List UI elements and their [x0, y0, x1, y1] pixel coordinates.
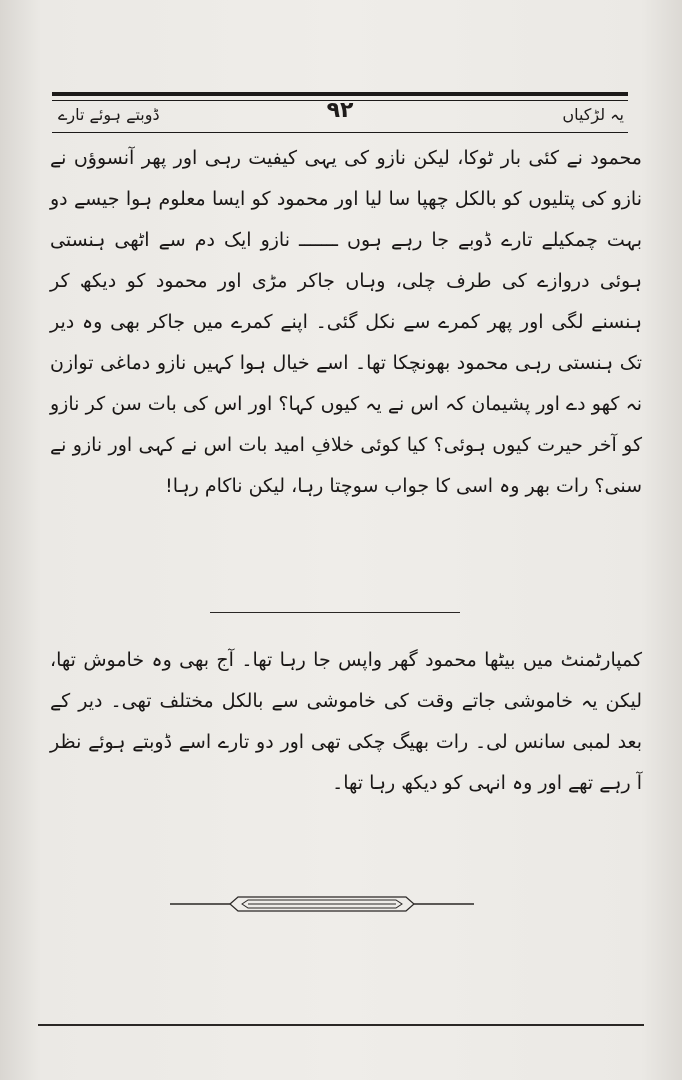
footer-rule: [38, 1024, 644, 1026]
section-divider: [210, 612, 460, 613]
running-header: [52, 98, 628, 128]
book-title: یہ لڑکیاں: [562, 105, 624, 124]
page-number: ۹۲: [326, 98, 354, 123]
header-rule-thick: [52, 92, 628, 96]
paragraph-2: کمپارٹمنٹ میں بیٹھا محمود گھر واپس جا رہا تھا۔ آج بھی وہ خاموش تھا، لیکن یہ خاموشی جاتے وقت کی خاموشی سے بالکل مختلف تھی۔ دیر کے بعد لمبی سانس لی۔ رات بھیگ چکی تھی اور دو تارے اسے ڈوبتے ہوئے نظر آ رہے تھے اور وہ انہی کو دیکھ رہا تھا۔: [50, 649, 642, 794]
chapter-title: ڈوبتے ہوئے تارے: [58, 105, 160, 124]
header-rule-bottom: [52, 132, 628, 133]
paragraph-1: محمود نے کئی بار ٹوکا، لیکن نازو کی یہی کیفیت رہی اور پھر آنسوؤں نے نازو کی پتلیوں کو بالکل چھپا سا لیا اور محمود کو ایسا معلوم ہوا جیسے دو بہت چمکیلے تارے ڈوبے جا رہے ہوں ـــــــ نازو ایک دم سے اٹھی ہنستی ہوئی دروازے کی طرف چلی، وہاں جاکر مڑی اور محمود کو دیکھ کر ہنسنے لگی اور پھر کمرے سے نکل گئی۔ اپنے کمرے میں جاکر بھی وہ دیر تک ہنستی رہی محمود بھونچکا تھا۔ اسے خیال ہوا کہیں نازو دماغی توازن نہ کھو دے اور پشیمان کہ اس نے یہ کیوں کہا؟ اور اس کی بات سن کر نازو کو آخر حیرت کیوں ہوئی؟ کیا کوئی خلافِ امید بات اس نے کہی اور نازو نے سنی؟ رات بھر وہ اسی کا جواب سوچتا رہا، لیکن ناکام رہا!: [50, 147, 642, 497]
ornament-divider: [170, 892, 474, 916]
